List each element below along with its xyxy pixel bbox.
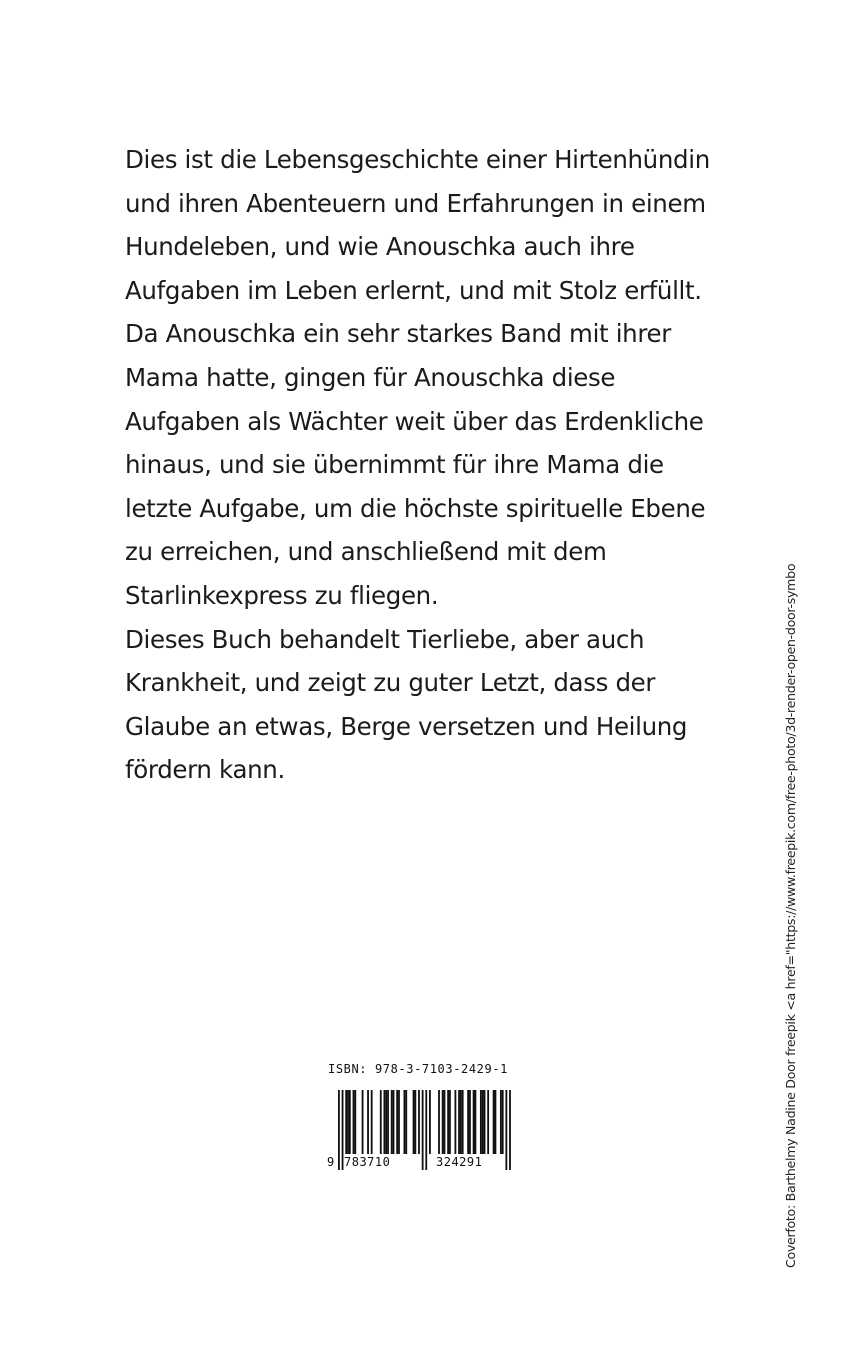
barcode-bar — [469, 1090, 471, 1154]
isbn-barcode — [318, 1062, 538, 1182]
barcode-bar — [480, 1090, 482, 1154]
barcode-bar — [387, 1090, 389, 1154]
blurb-line: Krankheit, und zeigt zu guter Letzt, dass der — [125, 668, 656, 698]
barcode-bar — [349, 1090, 351, 1154]
barcode-bar — [484, 1090, 486, 1154]
barcode-bar — [380, 1090, 382, 1154]
isbn-label: ISBN: 978-3-7103-2429-1 — [328, 1062, 508, 1076]
blurb-line: Hundeleben, und wie Anouschka auch ihre — [125, 232, 635, 262]
barcode-bar — [505, 1090, 507, 1170]
barcode-bar — [353, 1090, 355, 1154]
cover-photo-credit: Coverfoto: Barthelmy Nadine Door freepik <a href="https://www.freepik.com/free-photo/3d-render-open-door-symbo — [783, 563, 798, 1268]
barcode-bar — [442, 1090, 444, 1154]
back-cover-blurb — [125, 138, 725, 792]
blurb-line: Mama hatte, gingen für Anouschka diese — [125, 362, 616, 392]
barcode-bar — [458, 1090, 460, 1154]
barcode-bar — [347, 1090, 349, 1154]
barcode-bar — [493, 1090, 495, 1154]
barcode-bar — [384, 1090, 386, 1154]
blurb-line: letzte Aufgabe, um die höchste spirituelle Ebene — [125, 493, 706, 523]
barcode-digits-right: 324291 — [436, 1155, 483, 1169]
barcode-bar — [385, 1090, 387, 1154]
blurb-line: Glaube an etwas, Berge versetzen und Heilung — [125, 711, 688, 741]
blurb-line: fördern kann. — [125, 755, 285, 785]
barcode-bar — [475, 1090, 477, 1154]
blurb-line: Aufgaben im Leben erlernt, und mit Stolz erfüllt. — [125, 275, 702, 305]
barcode-bar — [509, 1090, 511, 1170]
barcode-bar — [502, 1090, 504, 1154]
barcode-bar — [393, 1090, 395, 1154]
barcode-bar — [404, 1090, 406, 1154]
blurb-line: und ihren Abenteuern und Erfahrungen in einem — [125, 188, 706, 218]
barcode-graphic — [318, 1088, 518, 1178]
blurb-line: Starlinkexpress zu fliegen. — [125, 580, 439, 610]
barcode-bar — [405, 1090, 407, 1154]
barcode-bar — [398, 1090, 400, 1154]
barcode-bar — [444, 1090, 446, 1154]
barcode-bar — [460, 1090, 462, 1154]
blurb-line: Dieses Buch behandelt Tierliebe, aber auch — [125, 624, 645, 654]
barcode-bar — [482, 1090, 484, 1154]
barcode-bar — [447, 1090, 449, 1154]
barcode-bar — [338, 1090, 340, 1170]
blurb-line: Da Anouschka ein sehr starkes Band mit ihrer — [125, 319, 671, 349]
barcode-bar — [345, 1090, 347, 1154]
barcode-bar — [371, 1090, 373, 1154]
barcode-bar — [473, 1090, 475, 1154]
barcode-bar — [422, 1090, 424, 1170]
barcode-bar — [391, 1090, 393, 1154]
blurb-line: Aufgaben als Wächter weit über das Erdenkliche — [125, 406, 704, 436]
barcode-digit-lead: 9 — [327, 1155, 335, 1169]
barcode-bar — [354, 1090, 356, 1154]
barcode-bar — [449, 1090, 451, 1154]
barcode-digits-left: 783710 — [344, 1155, 391, 1169]
blurb-line: hinaus, und sie übernimmt für ihre Mama die — [125, 450, 664, 480]
barcode-bar — [413, 1090, 415, 1154]
barcode-bar — [500, 1090, 502, 1154]
barcode-bar — [495, 1090, 497, 1154]
barcode-bar — [414, 1090, 416, 1154]
barcode-bar — [362, 1090, 364, 1154]
barcode-bar — [438, 1090, 440, 1154]
barcode-bar — [462, 1090, 464, 1154]
barcode-bar — [396, 1090, 398, 1154]
barcode-bar — [467, 1090, 469, 1154]
barcode-bar — [487, 1090, 489, 1154]
barcode-bar — [418, 1090, 420, 1154]
barcode-bar — [367, 1090, 369, 1154]
blurb-line: zu erreichen, und anschließend mit dem — [125, 537, 607, 567]
blurb-line: Dies ist die Lebensgeschichte einer Hirtenhündin — [125, 145, 710, 174]
barcode-bar — [425, 1090, 427, 1170]
barcode-bar — [429, 1090, 431, 1154]
barcode-bar — [454, 1090, 456, 1154]
